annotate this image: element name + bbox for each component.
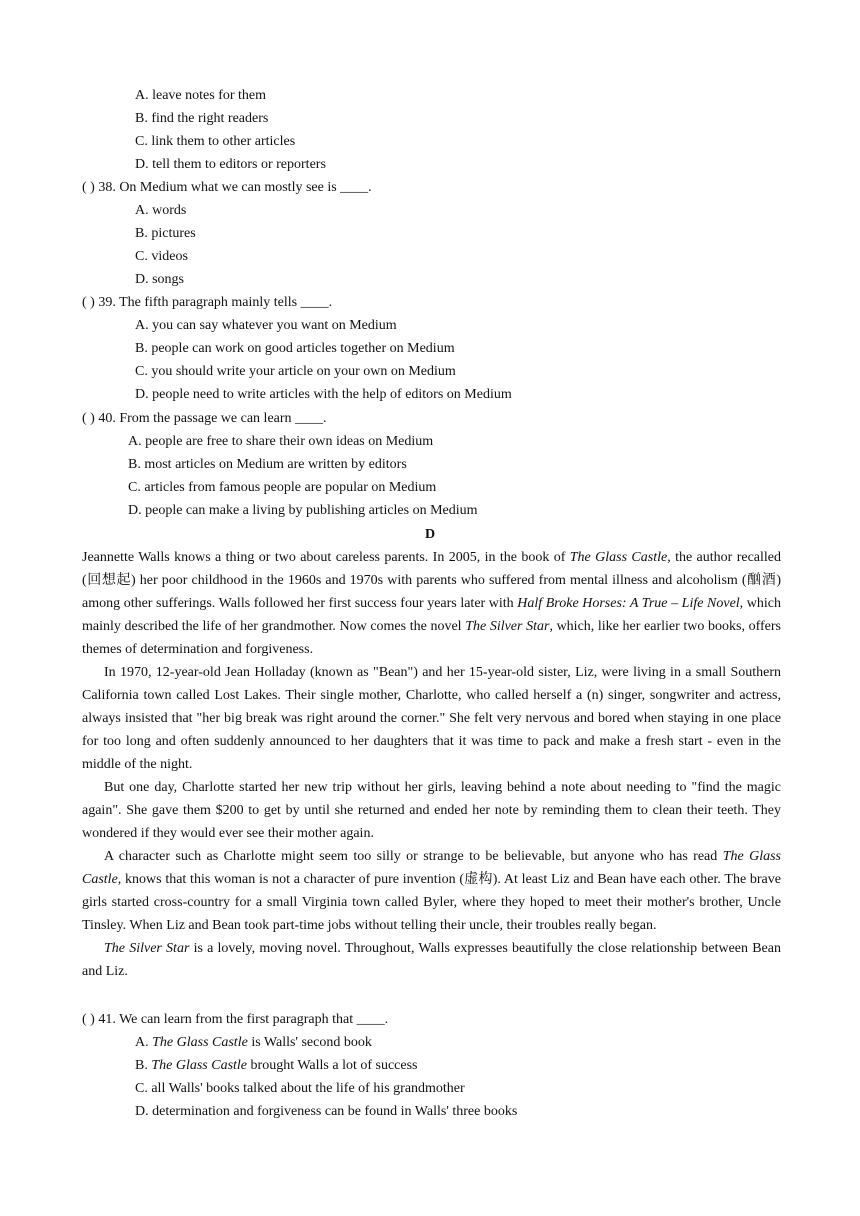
q37-option-a: A. leave notes for them [135, 88, 267, 103]
q40-option-d: D. people can make a living by publishing articles on Medium [128, 503, 478, 518]
q38-option-b: B. pictures [135, 226, 196, 241]
q40-stem: ( ) 40. From the passage we can learn ____. [82, 411, 327, 426]
q37-option-b: B. find the right readers [135, 111, 269, 126]
q38-option-a: A. words [135, 203, 187, 218]
q38-stem: ( ) 38. On Medium what we can mostly see is ____. [82, 180, 372, 195]
q40-option-a: A. people are free to share their own ideas on Medium [128, 434, 434, 449]
passage-paragraph-1: Jeannette Walls knows a thing or two about careless parents. In 2005, in the book of The Glass Castle, the author recalled (回想起) her poor childhood in the 1960s and 1970s with parents who suffered from mental illness and alcoholism (酗酒) among other sufferings. Walls followed her first success four years later with Half Broke Horses: A True – Life Novel, which mainly described the life of her grandmother. Now comes the novel The Silver Star, which, like her earlier two books, offers themes of determination and forgiveness. [82, 550, 782, 657]
passage-paragraph-2: In 1970, 12-year-old Jean Holladay (known as "Bean") and her 15-year-old sister, Liz, were living in a small Southern California town called Lost Lakes. Their single mother, Charlotte, who called herself a (n) singer, songwriter and actress, always insisted that "her big break was right around the corner." She felt very nervous and bored when staying in one place for too long and often suddenly announced to her daughters that it was time to pack and make a fresh start - even in the middle of the night. [82, 665, 781, 772]
q37-option-c: C. link them to other articles [135, 134, 296, 149]
reading-passage [82, 546, 781, 983]
q38-option-d: D. songs [135, 272, 185, 287]
q41-option-d: D. determination and forgiveness can be found in Walls' three books [135, 1104, 518, 1119]
q39-option-b: B. people can work on good articles together on Medium [135, 341, 455, 356]
q40-option-b: B. most articles on Medium are written by editors [128, 457, 407, 472]
q38-option-c: C. videos [135, 249, 188, 264]
q41-option-b: B. The Glass Castle brought Walls a lot of success [135, 1058, 418, 1073]
passage-paragraph-5: The Silver Star is a lovely, moving novel. Throughout, Walls expresses beautifully the close relationship between Bean and Liz. [82, 941, 781, 979]
q37-option-d: D. tell them to editors or reporters [135, 157, 326, 172]
q40-option-c: C. articles from famous people are popular on Medium [128, 480, 437, 495]
q39-option-a: A. you can say whatever you want on Medium [135, 318, 397, 333]
passage-paragraph-3: But one day, Charlotte started her new trip without her girls, leaving behind a note about needing to "find the magic again". She gave them $200 to get by until she returned and ended her note by reminding them to clean their teeth. They wondered if they would ever see their mother again. [82, 780, 781, 841]
passage-paragraph-4: A character such as Charlotte might seem too silly or strange to be believable, but anyone who has read The Glass Castle, knows that this woman is not a character of pure invention (虚构). At least Liz and Bean have each other. The brave girls started cross-country for a small Virginia town called Byler, where they hoped to meet their mother's brother, Uncle Tinsley. When Liz and Bean took part-time jobs without telling their uncle, their troubles really began. [82, 849, 781, 933]
q41-option-c: C. all Walls' books talked about the life of his grandmother [135, 1081, 465, 1096]
q41-stem: ( ) 41. We can learn from the first paragraph that ____. [82, 1012, 389, 1027]
q39-option-c: C. you should write your article on your own on Medium [135, 364, 456, 379]
q41-option-a: A. The Glass Castle is Walls' second book [135, 1035, 372, 1050]
section-heading: D [424, 527, 436, 542]
q39-option-d: D. people need to write articles with the help of editors on Medium [135, 387, 512, 402]
q39-stem: ( ) 39. The fifth paragraph mainly tells ____. [82, 295, 333, 310]
